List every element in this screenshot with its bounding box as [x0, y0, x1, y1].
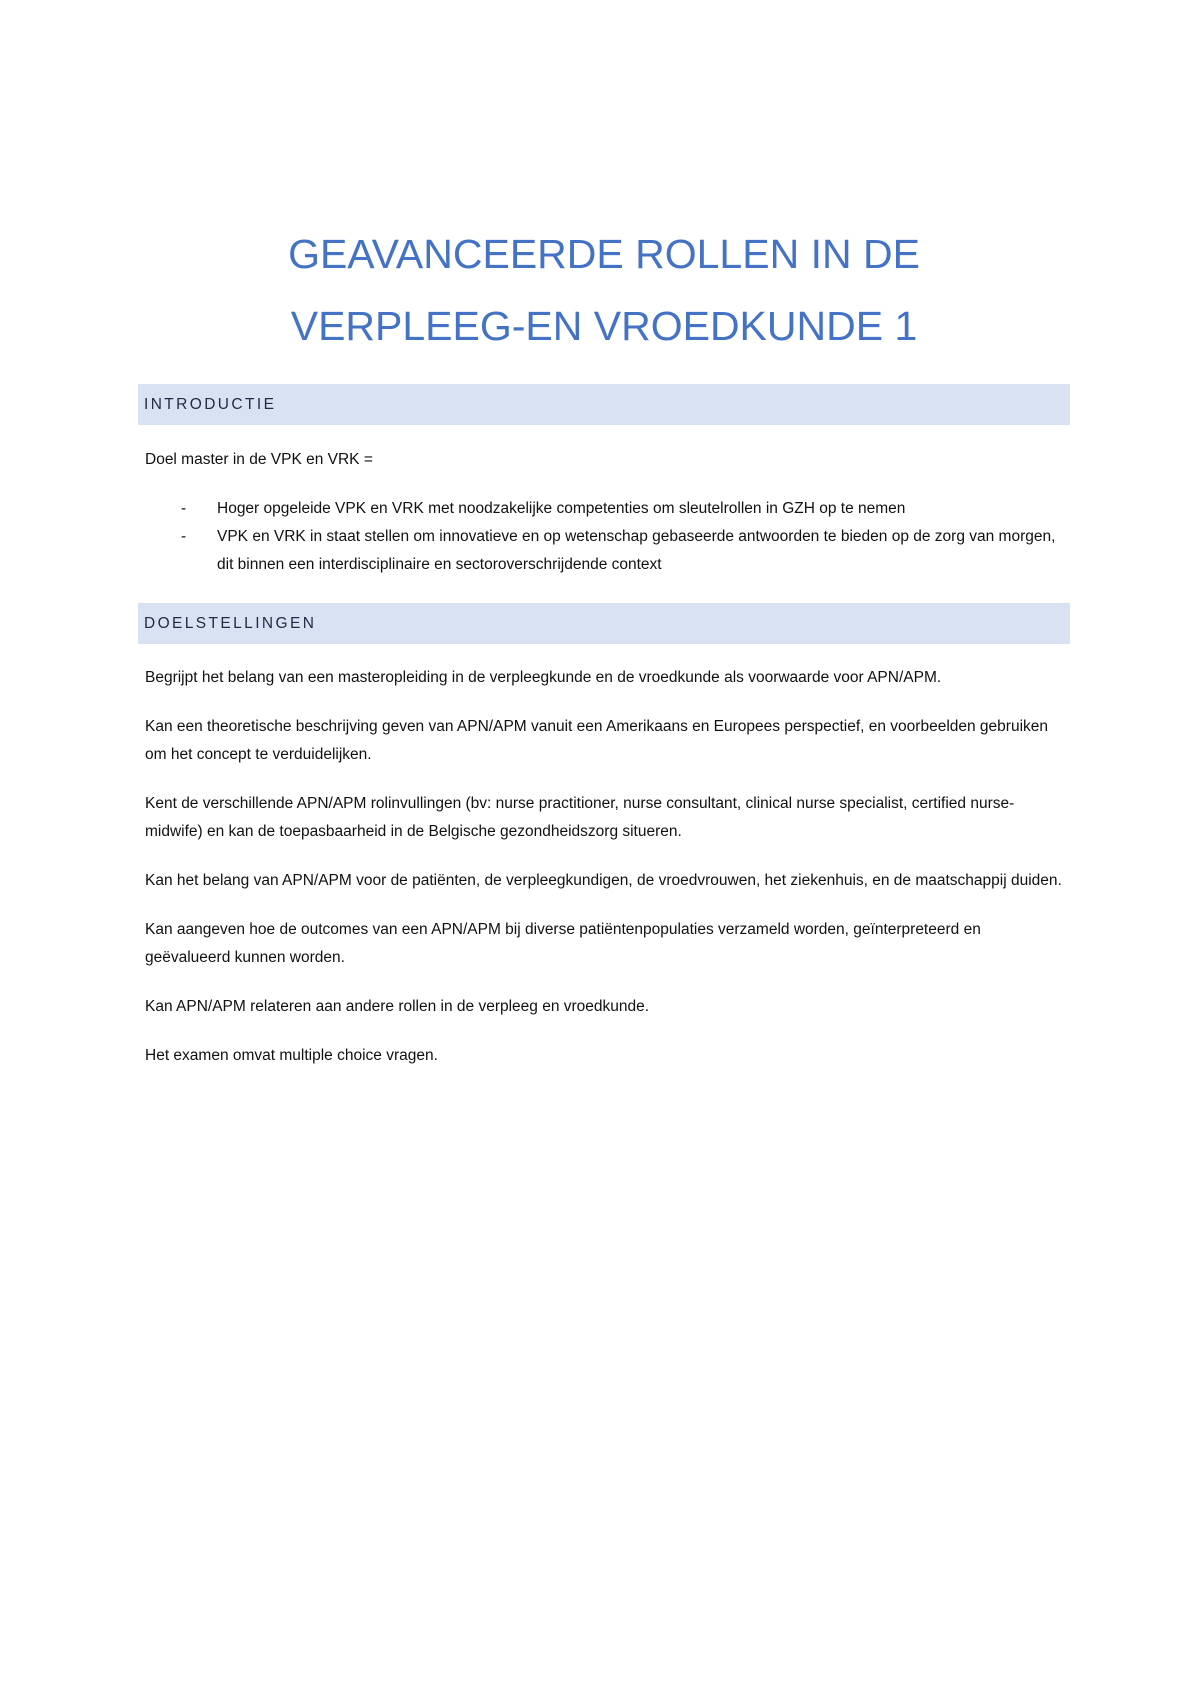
section-heading-doelstellingen: [138, 603, 1070, 644]
list-item-text: VPK en VRK in staat stellen om innovatieve en op wetenschap gebaseerde antwoorden te bieden op de zorg van morgen, dit binnen een interdisciplinaire en sectoroverschrijdende context: [217, 528, 1056, 573]
list-item-text: Hoger opgeleide VPK en VRK met noodzakelijke competenties om sleutelrollen in GZH op te nemen: [217, 500, 906, 517]
list-item: [145, 523, 1067, 579]
intro-bullet-list: [145, 495, 1067, 579]
objectives-list: [145, 664, 1067, 1091]
title-line-2: VERPLEEG-EN VROEDKUNDE 1: [290, 303, 918, 349]
objective-paragraph: Kan het belang van APN/APM voor de patiënten, de verpleegkundigen, de vroedvrouwen, het ziekenhuis, en de maatschappij duiden.: [145, 872, 1062, 889]
objective-paragraph: Kan een theoretische beschrijving geven van APN/APM vanuit een Amerikaans en Europees perspectief, en voorbeelden gebruiken om het concept te verduidelijken.: [145, 718, 1049, 763]
section-heading-introductie: [138, 384, 1070, 425]
objective-paragraph: Kent de verschillende APN/APM rolinvullingen (bv: nurse practitioner, nurse consultant, clinical nurse specialist, certified nurse-midwife) en kan de toepasbaarheid in de Belgische gezondheidszorg situeren.: [145, 795, 1015, 840]
bullet-marker: -: [181, 528, 187, 545]
bullet-marker: -: [181, 500, 187, 517]
objective-paragraph: Kan APN/APM relateren aan andere rollen in de verpleeg en vroedkunde.: [145, 998, 650, 1015]
exam-note: Het examen omvat multiple choice vragen.: [145, 1047, 438, 1064]
section-heading-label: INTRODUCTIE: [144, 395, 277, 413]
objective-paragraph: Begrijpt het belang van een masteropleiding in de verpleegkunde en de vroedkunde als voorwaarde voor APN/APM.: [145, 669, 942, 686]
document-title: [138, 218, 1070, 362]
section-heading-label: DOELSTELLINGEN: [144, 614, 317, 632]
title-line-1: GEAVANCEERDE ROLLEN IN DE: [288, 231, 920, 277]
list-item: [145, 495, 1067, 523]
objective-paragraph: Kan aangeven hoe de outcomes van een APN/APM bij diverse patiëntenpopulaties verzameld worden, geïnterpreteerd en geëvalueerd kunnen worden.: [145, 921, 981, 966]
intro-lead-text: Doel master in de VPK en VRK =: [145, 451, 373, 468]
